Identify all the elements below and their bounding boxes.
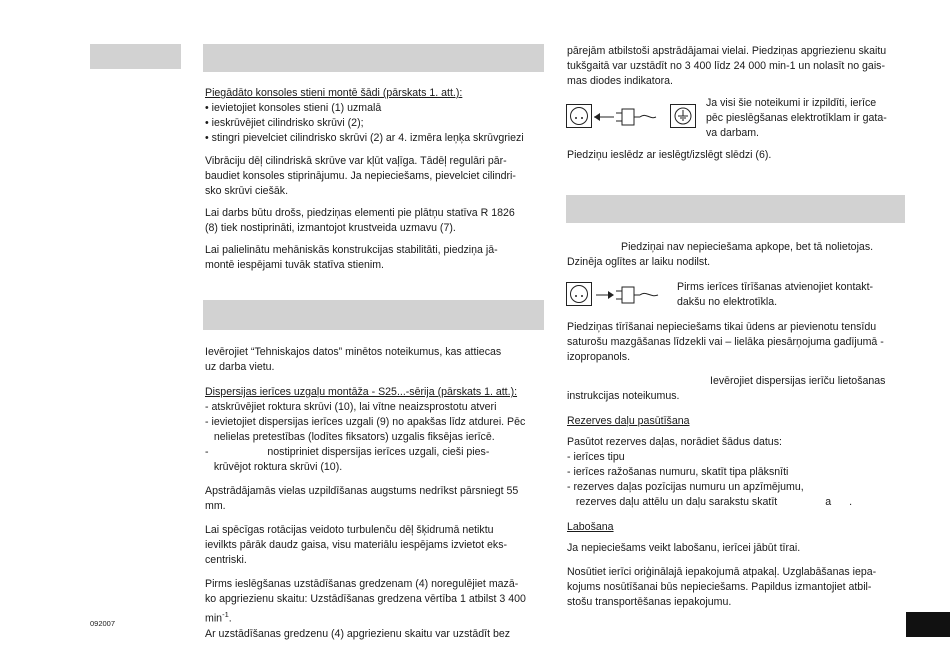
dispersion-step: krūvējot roktura skrūvi (10). [205,461,343,473]
right-column [567,44,903,89]
mount-step: • ievietojiet konsoles stieni (1) uzmalā [205,102,382,114]
top-line: pārejām atbilstoši apstrādājamai vielai. Piedziņas apgriezienu skaitu [567,45,887,57]
conditions-line: va darbam. [706,127,759,139]
vibration-line: baudiet konsoles stiprinājumu. Ja nepieciešams, pievelciet cilindri- [205,170,516,182]
knob-line: ko apgriezienu skaitu: Uzstādīšanas gredzena vērtība 1 atbilst 3 400 [205,593,526,605]
vibration-line: sko skrūvi ciešāk. [205,185,289,197]
fill-level-note: Apstrādājamās vielas uzpildīšanas augstums nedrīkst pārsniegt 55 mm. [205,485,519,512]
page-number-tab [906,612,950,637]
safety-line: Lai darbs būtu drošs, piedziņas elementi pie plātņu statīva R 1826 [205,207,515,219]
packaging-line: Nosūtiet ierīci oriģinālajā iepakojumā atpakaļ. Uzglabāšanas iepa- [567,566,877,578]
knob-unit: min [205,612,223,625]
speed-line: Ar uzstādīšanas gredzenu (4) apgriezienu skaitu var uzstādīt bez [205,627,511,640]
plug-icon [594,282,674,310]
section-header-bar-assembly [203,44,544,72]
socket-icon [566,104,592,128]
spare-item: - rezerves daļas pozīcijas numuru un apzīmējumu, [567,481,804,493]
technical-line: Ievērojiet “Tehniskajos datos” minētos noteikumus, kas attiecas [205,346,502,358]
left-column-lower [205,345,541,642]
maintenance-line: Dzinēja oglītes ar laiku nodilst. [567,256,711,268]
maintenance-line: Piedziņai nav nepieciešama apkope, bet tā nolietojas. [621,241,874,253]
maintenance-text [567,240,903,270]
dispersion-heading: Dispersijas ierīces uzgaļu montāža - S25...-sērija (pārskats 1. att.): [205,386,518,398]
rotation-line: centriski. [205,554,247,566]
knob-unit-line [205,607,541,627]
stability-line: montē iespējami tuvāk statīva stienim. [205,259,384,271]
dispersion-step: - atskrūvējiet roktura skrūvi (10), lai vītne neaizsprostotu atveri [205,401,497,413]
socket-icon [566,282,592,306]
mount-step: • stingri pievelciet cilindrisko skrūvi (2) ar 4. izmēra leņķa skrūvgriezi [205,132,524,144]
footer-code: 092007 [90,619,116,628]
spare-item: - ierīces tipu [567,451,625,463]
right-column-lower [567,320,903,610]
section-header-bar-operation [203,300,544,330]
packaging-line: kojums nosūtīšanai būs nepieciešams. Papildus izmantojiet atbil- [567,581,872,593]
knob-unit-sup: -1 [222,610,229,619]
section-tab-marker [90,44,181,69]
switch-text [567,148,903,163]
technical-line: uz darba vietu. [205,361,275,373]
spare-intro: Pasūtot rezerves daļas, norādiet šādus datus: [567,436,782,448]
mount-intro: Piegādāto konsoles stieni montē šādi (pārskats 1. att.): [205,87,463,99]
knob-line: Pirms ieslēgšanas uzstādīšanas gredzenam (4) noregulējiet mazā- [205,578,519,590]
spare-item: - ierīces ražošanas numuru, skatīt tipa plāksnīti [567,466,789,478]
safety-line: (8) tiek nostiprināti, izmantojot krustveida uzmavu (7). [205,222,456,234]
rotation-line: Lai spēcīgas rotācijas veidoto turbulenču dēļ šķidrumā netiktu [205,524,494,536]
knob-unit-end: . [228,612,232,625]
instructions-line: instrukcijas noteikumus. [567,390,680,402]
dispersion-step: - nostipriniet dispersijas ierīces uzgali, cieši pies- [205,446,490,458]
top-line: mas diodes indikatora. [567,75,673,87]
conditions-text [706,96,903,141]
section-header-bar-maintenance [566,195,905,223]
conditions-line: pēc pieslēgšanas elektrotīklam ir gata- [706,112,887,124]
spare-item: rezerves daļu attēlu un daļu sarakstu skatīt a . [567,496,853,508]
stability-line: Lai palielinātu mehāniskās konstrukcijas stabilitāti, piedziņa jā- [205,244,498,256]
dispersion-step: - ievietojiet dispersijas ierīces uzgali (9) no apakšas līdz atdurei. Pēc [205,416,526,428]
repair-heading: Labošana [567,521,614,533]
rotation-line: ievilkts pārāk daudz gaisa, visu materiālu iespējams izvietot eks- [205,539,508,551]
unplug-diagram [566,280,676,308]
spare-parts-heading: Rezerves daļu pasūtīšana [567,415,690,427]
cleaning-line: izopropanols. [567,351,631,363]
socket-plug-diagram [566,102,696,132]
conditions-line: Ja visi šie noteikumi ir izpildīti, ierīce [706,97,877,109]
mount-step: • ieskrūvējiet cilindrisko skrūvi (2); [205,117,364,129]
unplug-line: Pirms ierīces tīrīšanas atvienojiet kontakt- [677,281,874,293]
left-column [205,86,541,273]
packaging-line: stošu transportēšanas iepakojumu. [567,596,732,608]
cleaning-line: Piedziņas tīrīšanai nepieciešams tikai ūdens ar pievienotu tensīdu [567,321,877,333]
instructions-line: Ievērojiet dispersijas ierīču lietošanas [710,375,886,387]
repair-line: Ja nepieciešams veikt labošanu, ierīcei jābūt tīrai. [567,542,801,554]
cleaning-line: saturošu mazgāšanas līdzekli vai – lielāka piesārņojuma gadījumā - [567,336,884,348]
unplug-line: dakšu no elektrotīkla. [677,296,778,308]
switch-line: Piedziņu ieslēdz ar ieslēgt/izslēgt slēdzi (6). [567,149,772,161]
ground-icon [670,104,696,128]
vibration-line: Vibrāciju dēļ cilindriskā skrūve var kļūt vaļīga. Tādēļ regulāri pār- [205,155,507,167]
unplug-text [677,280,903,310]
top-line: tukšgaitā var uzstādīt no 3 400 līdz 24 000 min-1 un nolasīt no gais- [567,60,886,72]
dispersion-step: nelielas pretestības (lodītes fiksators) uzgalis fiksējas ierīcē. [205,431,495,443]
